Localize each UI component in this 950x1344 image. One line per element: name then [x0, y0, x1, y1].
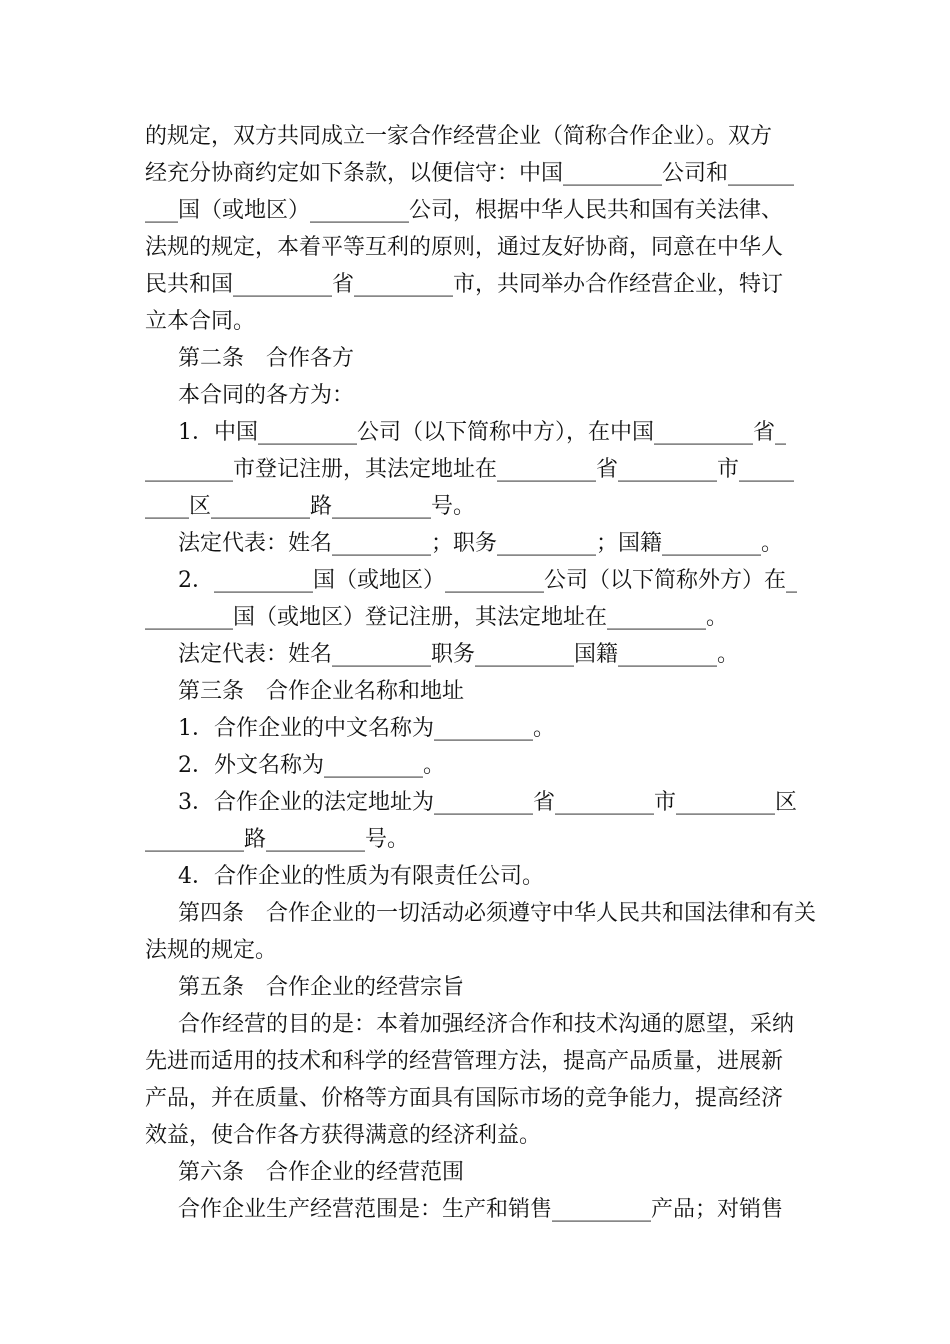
article-heading: 第五条 合作企业的经营宗旨: [178, 975, 465, 1000]
text-line: 的规定，双方共同成立一家合作经营企业（简称合作企业）。双方: [145, 124, 773, 149]
text-line: 法定代表：姓名_________；职务_________；国籍_________。: [178, 531, 784, 556]
text-line: 经充分协商约定如下条款，以便信守：中国_________公司和______: [145, 161, 795, 186]
text-line: ________市登记注册，其法定地址在_________省_________市_____: [145, 457, 795, 482]
text-line: 3．合作企业的法定地址为_________省_________市_________区: [178, 790, 797, 815]
article-heading: 第二条 合作各方: [178, 346, 355, 371]
text-line: 立本合同。: [145, 309, 256, 334]
text-line: 法规的规定，本着平等互利的原则，通过友好协商，同意在中华人: [145, 235, 784, 260]
text-line: 本合同的各方为：: [178, 383, 355, 408]
text-line: 先进而适用的技术和科学的经营管理方法，提高产品质量，进展新: [145, 1049, 784, 1074]
text-line: 效益，使合作各方获得满意的经济利益。: [145, 1123, 542, 1148]
text-line: 产品，并在质量、价格等方面具有国际市场的竞争能力，提高经济: [145, 1086, 784, 1111]
article-heading: 第四条 合作企业的一切活动必须遵守中华人民共和国法律和有关: [178, 901, 817, 926]
text-line: 2．_________国（或地区）_________公司（以下简称外方）在_: [178, 568, 797, 593]
text-line: 法定代表：姓名_________职务_________国籍_________。: [178, 642, 740, 667]
text-line: ________国（或地区）登记注册，其法定地址在_________。: [145, 605, 729, 630]
text-line: 合作经营的目的是：本着加强经济合作和技术沟通的愿望，采纳: [178, 1012, 795, 1037]
text-line: _________路_________号。: [145, 827, 410, 852]
text-line: ___国（或地区）_________公司，根据中华人民共和国有关法律、: [145, 198, 784, 223]
article-heading: 第六条 合作企业的经营范围: [178, 1160, 465, 1185]
text-line: 4．合作企业的性质为有限责任公司。: [178, 864, 544, 889]
text-line: 法规的规定。: [145, 938, 278, 963]
text-line: 民共和国_________省_________市，共同举办合作经营企业，特订: [145, 272, 784, 297]
text-line: 2．外文名称为_________。: [178, 753, 445, 778]
text-line: 1．合作企业的中文名称为_________。: [178, 716, 555, 741]
article-heading: 第三条 合作企业名称和地址: [178, 679, 465, 704]
text-line: ____区_________路_________号。: [145, 494, 476, 519]
text-line: 1．中国_________公司（以下简称中方），在中国_________省_: [178, 420, 786, 445]
text-line: 合作企业生产经营范围是：生产和销售_________产品；对销售: [178, 1197, 784, 1222]
